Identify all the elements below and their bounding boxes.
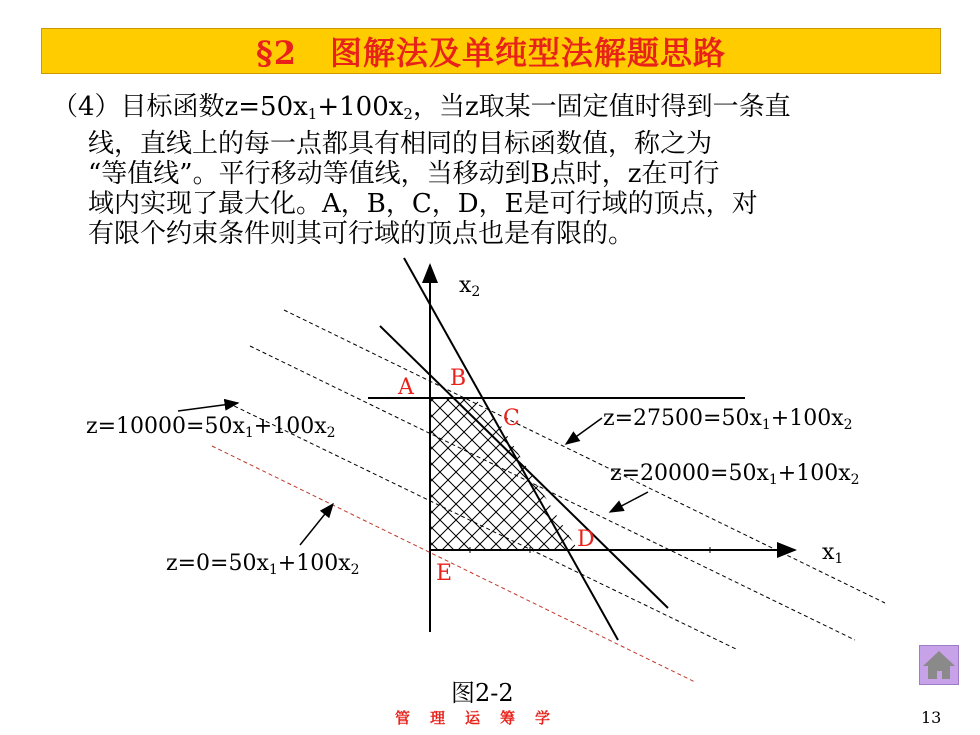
x2-axis-label: $x_2$ [459, 273, 481, 300]
home-icon [920, 646, 958, 684]
label-arrow-0 [300, 504, 333, 545]
iso-label-20000: $z=20000=50x_1+100x_2$ [610, 461, 860, 488]
point-e-label: E [436, 561, 453, 586]
paragraph-line-3: “等值线”。平行移动等值线，当移动到B点时，z在可行 [88, 159, 720, 189]
paragraph-line-4: 域内实现了最大化。A，B，C，D，E是可行域的顶点，对 [88, 189, 758, 219]
paragraph-line-2: 线，直线上的每一点都具有相同的目标函数值，称之为 [88, 129, 713, 159]
slide-title: §2 图解法及单纯型法解题思路 [255, 34, 726, 72]
iso-label-0: $z=0=50x_1+100x_2$ [166, 551, 360, 578]
iso-label-27500: $z=27500=50x_1+100x_2$ [603, 406, 853, 433]
home-button[interactable] [919, 645, 959, 685]
paragraph-line-5: 有限个约束条件则其可行域的顶点也是有限的。 [88, 219, 635, 249]
x1-axis-label: $x_1$ [822, 540, 844, 567]
point-a-label: A [398, 375, 414, 400]
iso-line-27500 [284, 310, 885, 603]
label-arrow-20000 [610, 492, 648, 512]
point-d-label: D [577, 527, 595, 552]
paragraph-line-1: （4）目标函数$z=50x_1+100x_2$，当z取某一固定值时得到一条直 [52, 92, 791, 123]
page-number: 13 [921, 708, 942, 727]
label-arrow-10000 [178, 403, 238, 411]
footer-course-name: 管理运筹学 [395, 709, 571, 727]
iso-label-10000: $z=10000=50x_1+100x_2$ [86, 414, 336, 441]
iso-line-20000 [250, 346, 855, 640]
label-arrow-27500 [566, 418, 602, 444]
figure-caption: 图2-2 [451, 679, 514, 707]
point-c-label: C [503, 406, 520, 431]
point-b-label: B [450, 366, 467, 391]
